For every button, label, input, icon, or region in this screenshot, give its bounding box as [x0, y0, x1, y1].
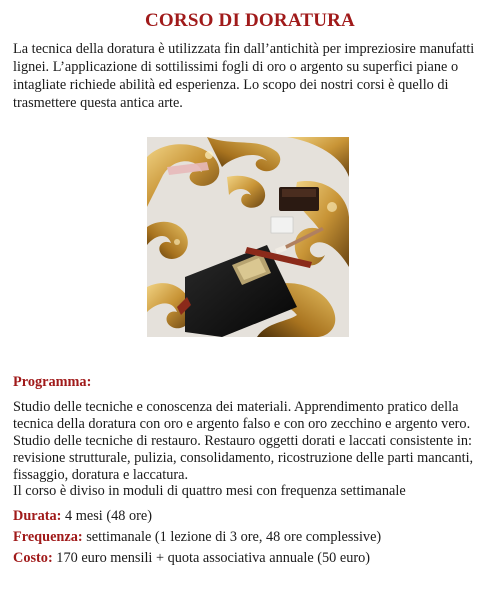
- program-paragraph: Studio delle tecniche e conoscenza dei materiali. Apprendimento pratico della tecnica della doratura con oro e argento falso e con oro zecchino e argento vero. Studio delle tecniche di restauro. Restauro oggetti dorati e laccati consistente in: revisione strutturale, pulizia, consolidamento, ricostruzione delle parti mancanti, fissaggio, doratura e laccatura.: [13, 399, 474, 483]
- frequency-value: settimanale (1 lezione di 3 ore, 48 ore complessive): [82, 529, 382, 545]
- photo-illustration: [147, 137, 349, 337]
- program-heading: Programma:: [13, 374, 92, 390]
- duration-line: [13, 508, 495, 525]
- duration-label: Durata:: [13, 508, 62, 524]
- cost-line: [13, 550, 495, 567]
- frequency-label: Frequenza:: [13, 529, 83, 545]
- modules-info: Il corso è diviso in moduli di quattro mesi con frequenza settimanale: [13, 483, 406, 499]
- cost-label: Costo:: [13, 550, 53, 566]
- frequency-line: [13, 529, 495, 546]
- intro-paragraph: La tecnica della doratura è utilizzata fin dall’antichità per impreziosire manufatti lignei. L’applicazione di sottilissimi fogli di oro o argento su superfici piane o intagliate richiede abilità ed esperienza. Lo scopo dei nostri corsi è quello di trasmettere questa antica arte.: [13, 41, 475, 111]
- duration-value: 4 mesi (48 ore): [61, 508, 152, 524]
- cost-value: 170 euro mensili + quota associativa annuale (50 euro): [52, 550, 371, 566]
- gilded-carved-wood-photo: [147, 137, 349, 337]
- page-title: CORSO DI DORATURA: [145, 10, 355, 31]
